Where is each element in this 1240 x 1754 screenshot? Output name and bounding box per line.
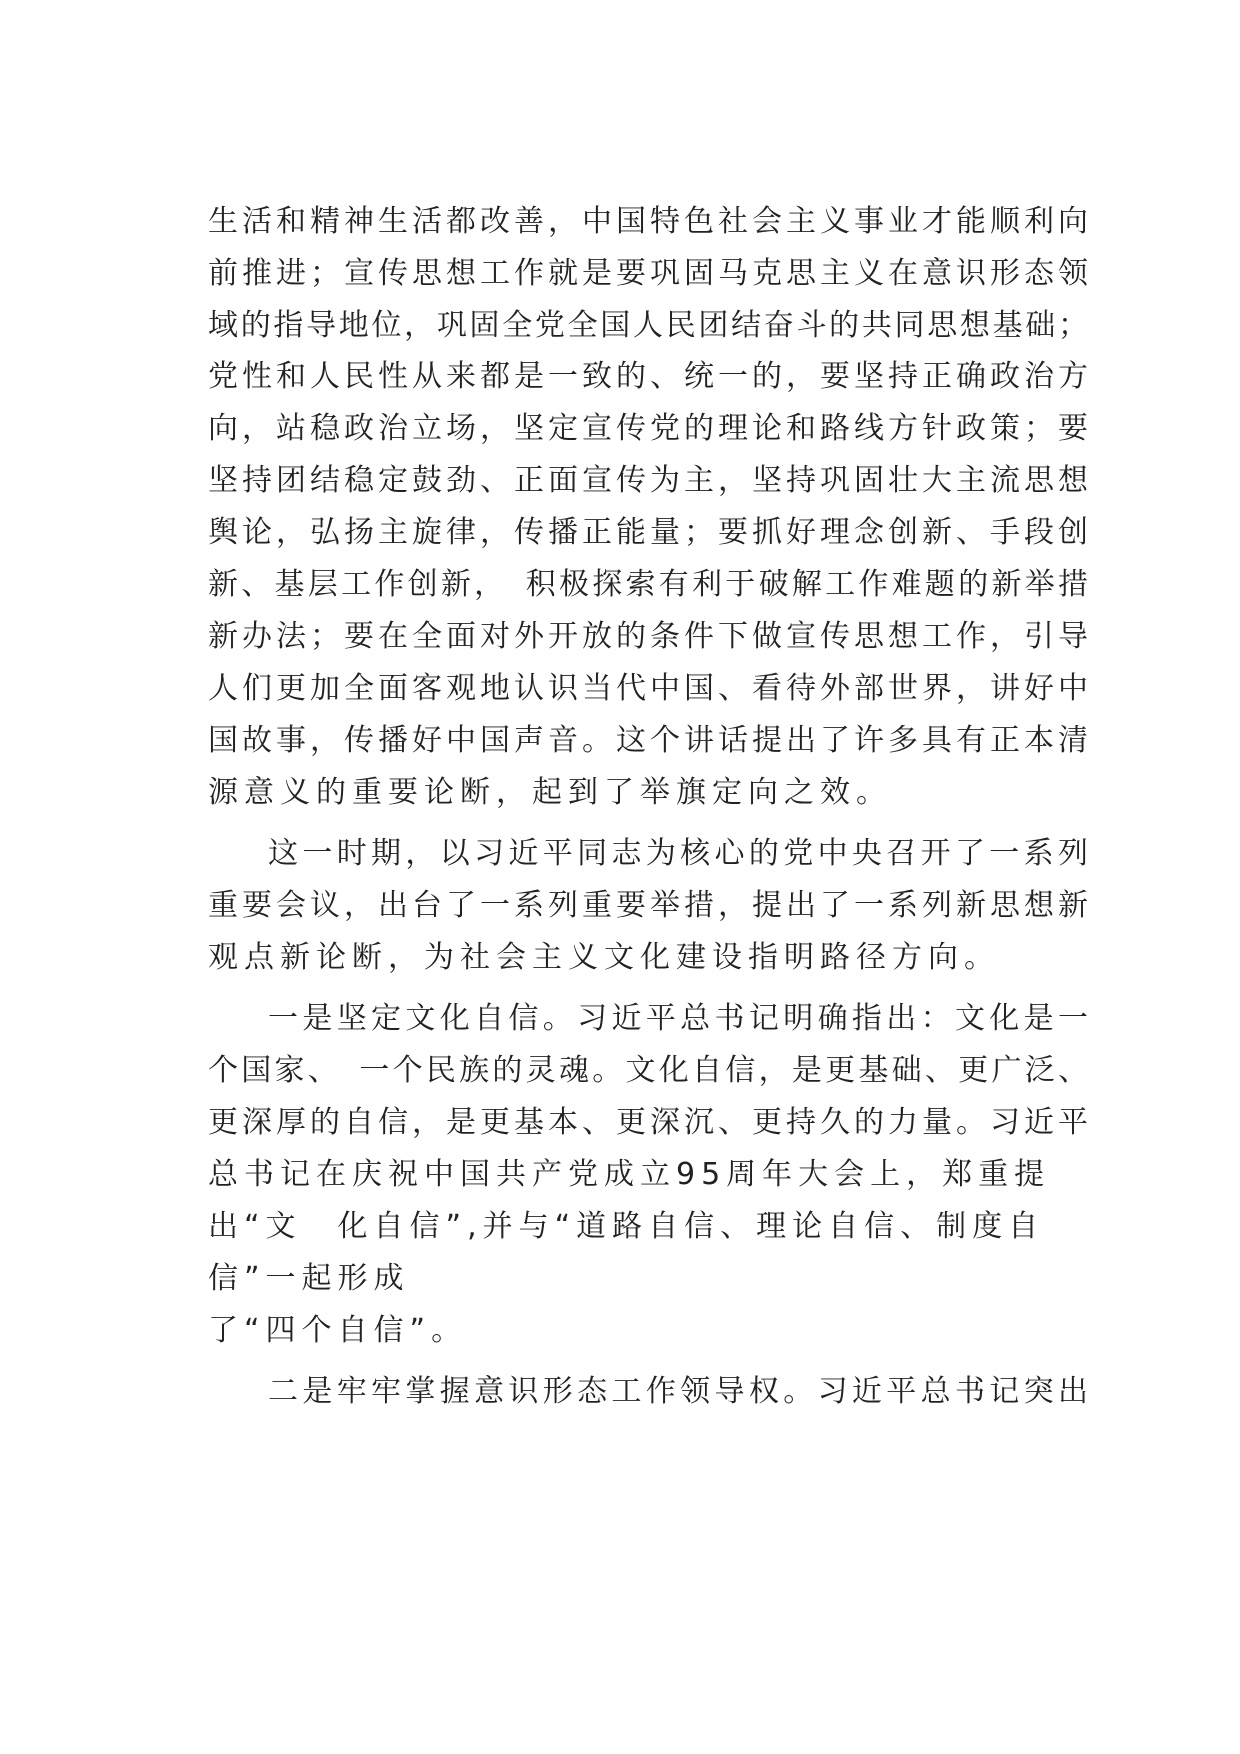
text-line: 重要会议，出台了一系列重要举措，提出了一系列新思想新 xyxy=(208,888,1088,923)
text-line: 生活和精神生活都改善，中国特色社会主义事业才能顺利向 xyxy=(208,204,1088,239)
text-line: 观点新论断，为社会主义文化建设指明路径方向。 xyxy=(208,940,1000,975)
text-line: 信”一起形成 xyxy=(208,1261,410,1296)
paragraph-first-line: 二是牢牢掌握意识形态工作领导权。习近平总书记突出 xyxy=(268,1374,1088,1409)
text-line: 新、基层工作创新， 积极探索有利于破解工作难题的新举措 xyxy=(208,567,1088,602)
text-line: 总书记在庆祝中国共产党成立95周年大会上，郑重提 xyxy=(208,1157,1051,1192)
paragraph-first-line: 一是坚定文化自信。习近平总书记明确指出：文化是一 xyxy=(268,1001,1088,1036)
text-line: 前推进；宣传思想工作就是要巩固马克思主义在意识形态领 xyxy=(208,256,1088,291)
text-line: 个国家、 一个民族的灵魂。文化自信，是更基础、更广泛、 xyxy=(208,1053,1088,1088)
text-line: 更深厚的自信，是更基本、更深沉、更持久的力量。习近平 xyxy=(208,1105,1088,1140)
text-line: 向，站稳政治立场，坚定宣传党的理论和路线方针政策；要 xyxy=(208,411,1088,446)
text-line: 源意义的重要论断，起到了举旗定向之效。 xyxy=(208,775,892,810)
text-line: 了“四个自信”。 xyxy=(208,1313,468,1348)
paragraph-first-line: 这一时期，以习近平同志为核心的党中央召开了一系列 xyxy=(268,836,1088,871)
text-line: 坚持团结稳定鼓劲、正面宣传为主，坚持巩固壮大主流思想 xyxy=(208,463,1088,498)
text-line: 域的指导地位，巩固全党全国人民团结奋斗的共同思想基础； xyxy=(208,308,1088,343)
text-line: 国故事，传播好中国声音。这个讲话提出了许多具有正本清 xyxy=(208,723,1088,758)
text-line: 出“文 化自信”,并与“道路自信、理论自信、制度自 xyxy=(208,1209,1045,1244)
text-line: 新办法；要在全面对外开放的条件下做宣传思想工作，引导 xyxy=(208,619,1088,654)
text-line: 舆论，弘扬主旋律，传播正能量；要抓好理念创新、手段创 xyxy=(208,515,1088,550)
text-line: 党性和人民性从来都是一致的、统一的，要坚持正确政治方 xyxy=(208,359,1088,394)
text-line: 人们更加全面客观地认识当代中国、看待外部世界，讲好中 xyxy=(208,671,1088,706)
